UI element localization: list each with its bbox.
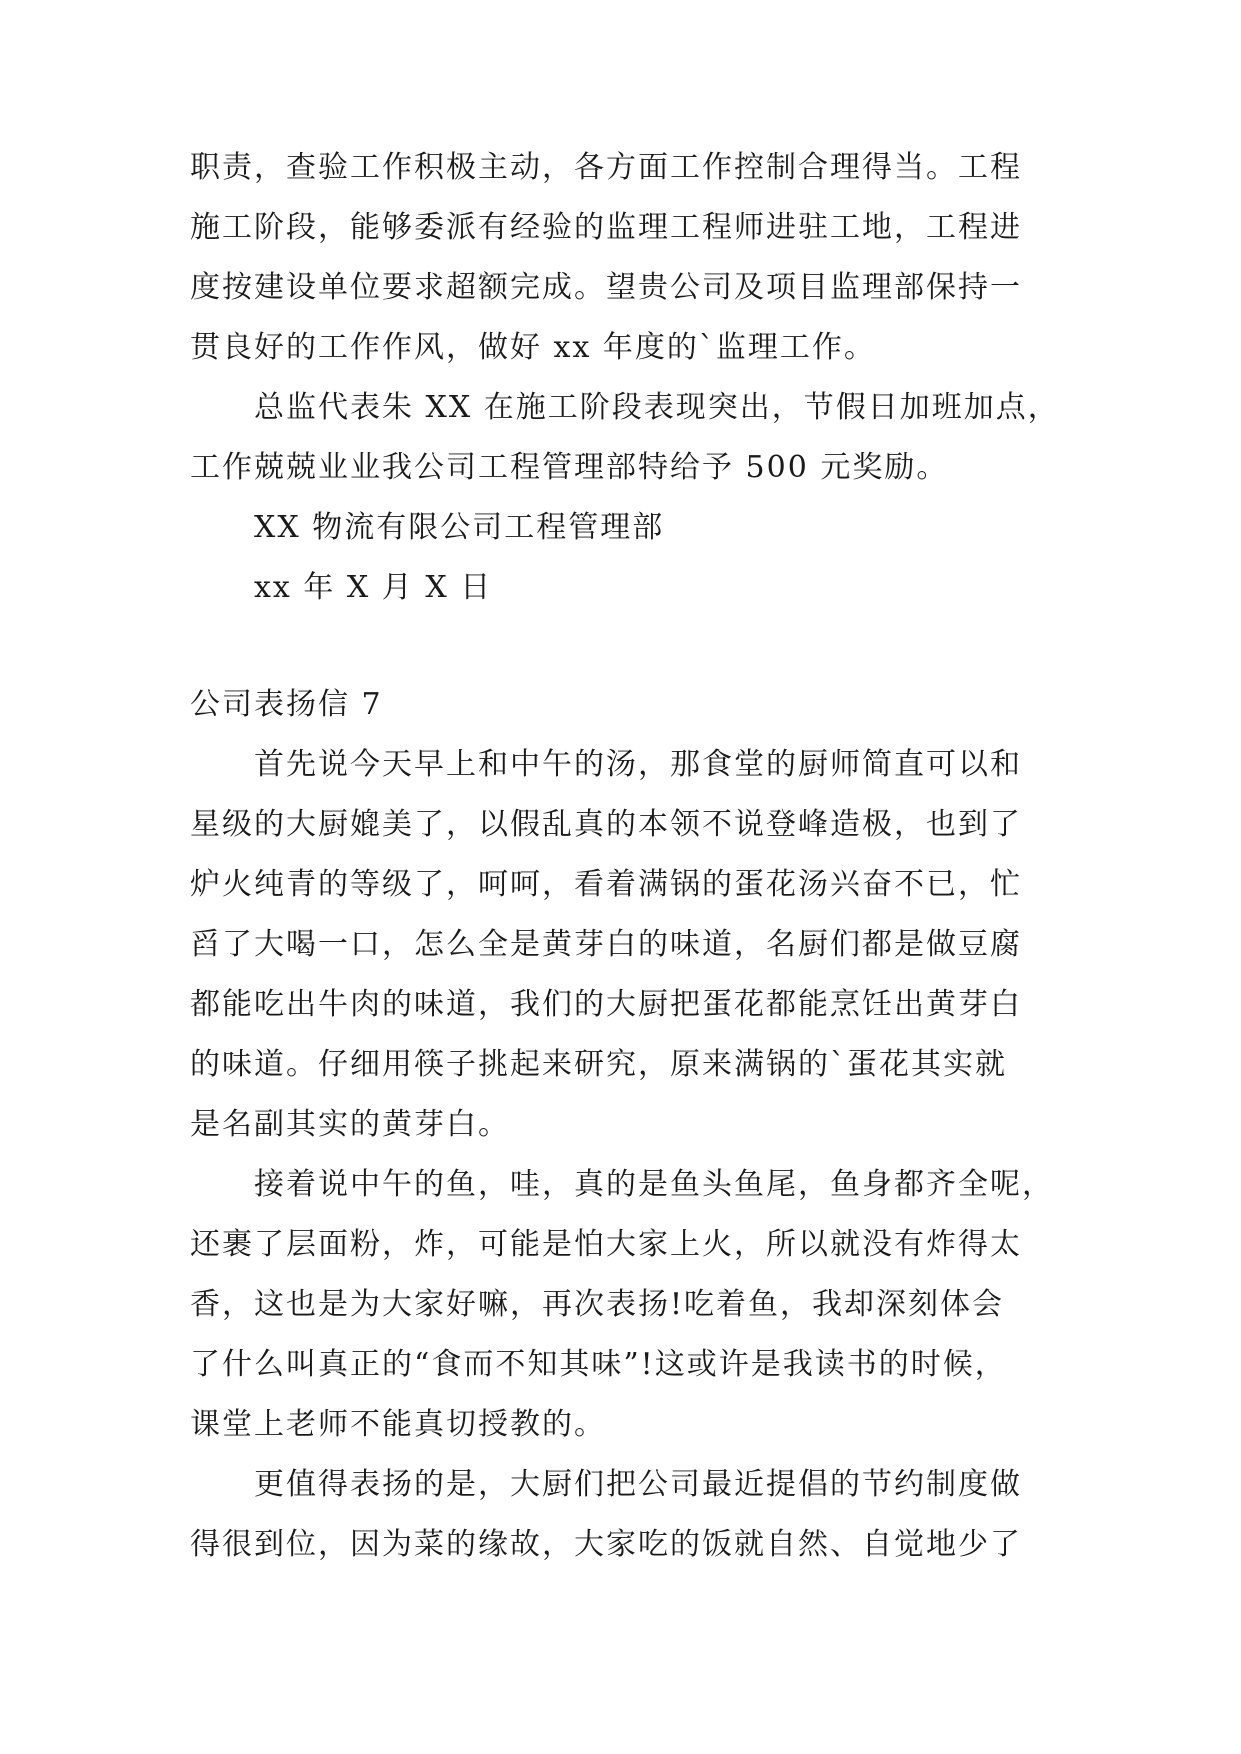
paragraph-line: 还裹了层面粉，炸，可能是怕大家上火，所以就没有炸得太 [190,1227,1022,1262]
paragraph-line: 贯良好的工作作风，做好 xx 年度的`监理工作。 [190,330,876,365]
paragraph-line: 接着说中午的鱼，哇，真的是鱼头鱼尾，鱼身都齐全呢， [254,1167,1054,1202]
paragraph-line: 课堂上老师不能真切授教的。 [190,1407,606,1442]
paragraph-line: 得很到位，因为菜的缘故，大家吃的饭就自然、自觉地少了 [190,1527,1022,1562]
paragraph-line: 香，这也是为大家好嘛，再次表扬!吃着鱼，我却深刻体会 [190,1287,1005,1322]
paragraph-line: 都能吃出牛肉的味道，我们的大厨把蛋花都能烹饪出黄芽白 [190,987,1022,1022]
paragraph-line: 舀了大喝一口，怎么全是黄芽白的味道，名厨们都是做豆腐 [190,927,1022,962]
paragraph-line: 首先说今天早上和中午的汤，那食堂的厨师简直可以和 [254,747,1022,782]
paragraph-line: 更值得表扬的是，大厨们把公司最近提倡的节约制度做 [254,1467,1022,1502]
paragraph-line: 施工阶段，能够委派有经验的监理工程师进驻工地，工程进 [190,210,1022,245]
paragraph-line: 工作兢兢业业我公司工程管理部特给予 500 元奖励。 [190,450,949,485]
paragraph-line: 了什么叫真正的“食而不知其味”!这或许是我读书的时候， [190,1347,1007,1382]
paragraph-line: 职责，查验工作积极主动，各方面工作控制合理得当。工程 [190,150,1022,185]
paragraph-line: 的味道。仔细用筷子挑起来研究，原来满锅的`蛋花其实就 [190,1047,1007,1082]
section-title: 公司表扬信 7 [190,687,383,722]
paragraph-line: 度按建设单位要求超额完成。望贵公司及项目监理部保持一 [190,270,1022,305]
date-line: xx 年 X 月 X 日 [254,570,493,605]
paragraph-line: 炉火纯青的等级了，呵呵，看着满锅的蛋花汤兴奋不已，忙 [190,867,1022,902]
signature-line: XX 物流有限公司工程管理部 [254,510,665,545]
paragraph-line: 是名副其实的黄芽白。 [190,1107,510,1142]
paragraph-line: 总监代表朱 XX 在施工阶段表现突出，节假日加班加点， [254,390,1060,425]
paragraph-line: 星级的大厨媲美了，以假乱真的本领不说登峰造极，也到了 [190,807,1022,842]
